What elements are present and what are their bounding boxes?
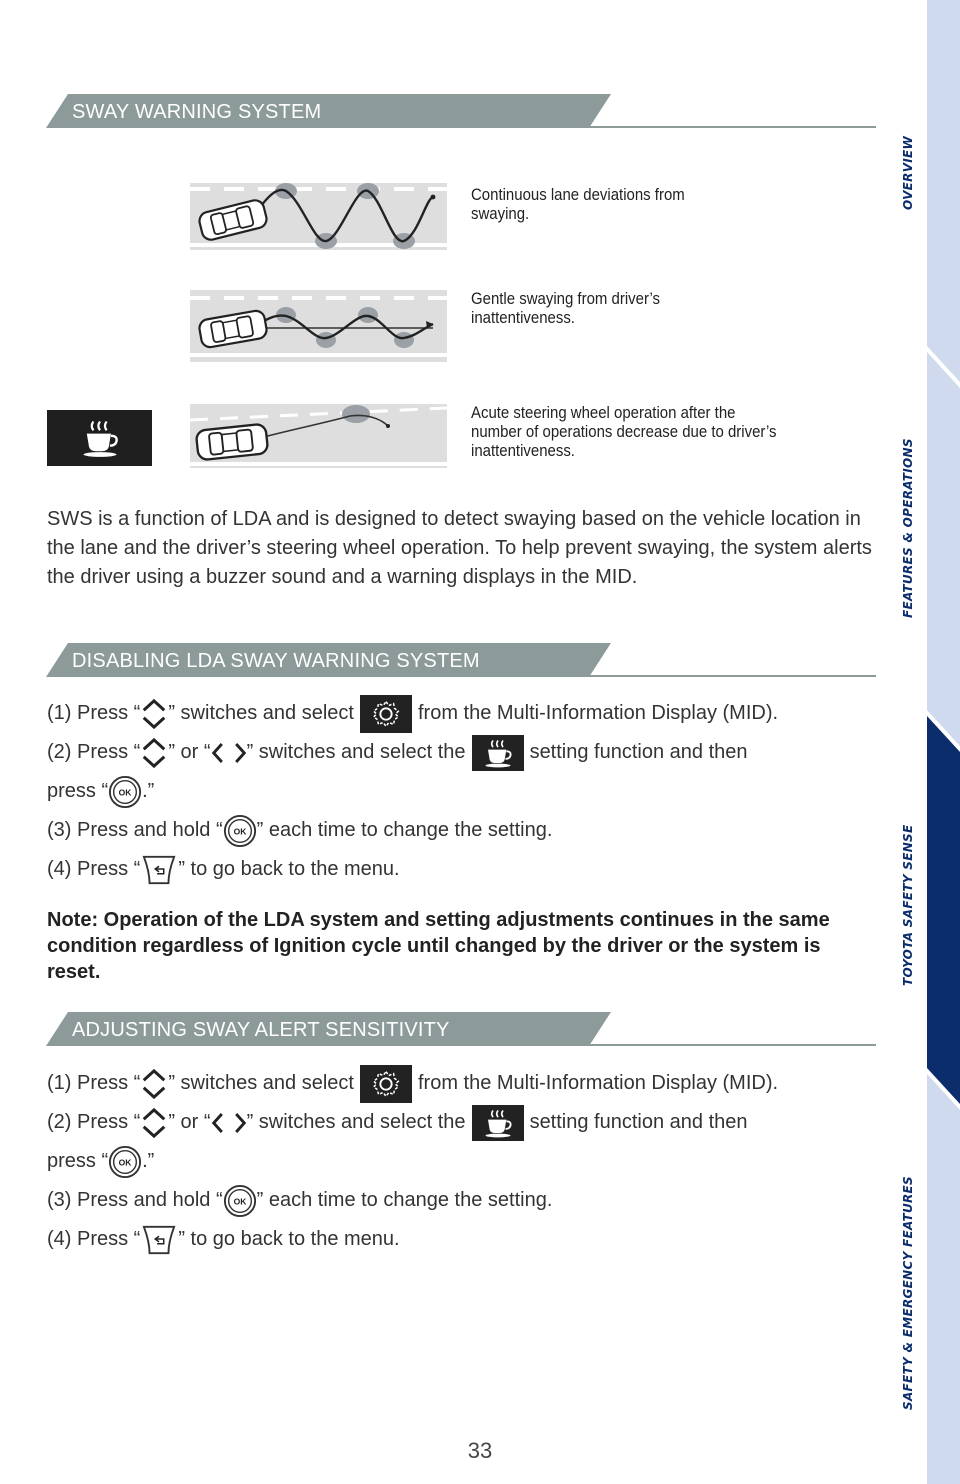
up-down-arrows-icon	[140, 1067, 168, 1101]
back-button-icon	[140, 1223, 178, 1257]
step-text: (1) Press “	[47, 702, 141, 724]
lane-diagram-1	[190, 183, 447, 250]
lane-diagram-3	[190, 404, 447, 468]
ok-button-icon	[108, 775, 142, 809]
step-text: ” switches and select	[168, 1072, 354, 1094]
step-4	[47, 1220, 778, 1259]
section-header-disabling	[46, 643, 876, 677]
tab-safety-emergency[interactable]: SAFETY & EMERGENCY FEATURES	[901, 1175, 915, 1410]
back-button-icon	[140, 853, 178, 887]
header-rule	[588, 1044, 876, 1046]
page-number: 33	[467, 1438, 493, 1463]
tab-bg-overview	[927, 0, 960, 382]
step-4	[47, 850, 778, 889]
diagram-acute-steering	[190, 404, 447, 468]
section-title: ADJUSTING SWAY ALERT SENSITIVITY	[72, 1019, 450, 1041]
ok-button-icon	[223, 1184, 257, 1218]
step-text: .”	[142, 1150, 155, 1172]
section-title: SWAY WARNING SYSTEM	[72, 101, 322, 123]
step-2	[47, 733, 778, 772]
step-2-cont	[47, 1142, 778, 1181]
step-text: ” switches and select the	[246, 741, 466, 763]
tab-bg-emergency	[927, 1074, 960, 1484]
disabling-steps	[47, 694, 778, 889]
step-text: ” or “	[168, 741, 211, 763]
ok-button-icon	[108, 1145, 142, 1179]
header-rule	[588, 126, 876, 128]
diagram-caption-3: Acute steering wheel operation after the number of operations decrease due to driver’s inattentiveness.	[471, 403, 777, 460]
tab-toyota-safety-sense[interactable]: TOYOTA SAFETY SENSE	[901, 824, 915, 986]
up-down-arrows-icon	[140, 1106, 168, 1140]
step-text: press “	[47, 780, 109, 802]
coffee-cup-icon	[472, 735, 524, 771]
step-3	[47, 1181, 778, 1220]
section-title: DISABLING LDA SWAY WARNING SYSTEM	[72, 650, 480, 672]
step-text: (2) Press “	[47, 1111, 141, 1133]
header-rule	[588, 675, 876, 677]
step-text: ” or “	[168, 1111, 211, 1133]
tab-bg-safety-sense	[927, 716, 960, 1104]
step-2	[47, 1103, 778, 1142]
sidebar-tab-shapes	[927, 0, 960, 1484]
step-1	[47, 1064, 778, 1103]
step-text: (1) Press “	[47, 1072, 141, 1094]
intro-paragraph: SWS is a function of LDA and is designed to detect swaying based on the vehicle location in the lane and the driver’s steering wheel operation. To help prevent swaying, the system alerts the driver using a buzzer sound and a warning displays in the MID.	[47, 508, 872, 588]
step-text: ” each time to change the setting.	[256, 1189, 553, 1211]
step-1	[47, 694, 778, 733]
lane-diagram-2	[190, 290, 447, 362]
coffee-cup-icon	[78, 418, 122, 458]
step-text: ” switches and select the	[246, 1111, 466, 1133]
tab-overview[interactable]: OVERVIEW	[901, 135, 915, 210]
step-text: .”	[142, 780, 155, 802]
adjusting-steps	[47, 1064, 778, 1259]
coffee-cup-icon	[472, 1105, 524, 1141]
step-text: ” to go back to the menu.	[178, 1228, 400, 1250]
left-right-arrows-icon	[211, 742, 247, 764]
ok-button-icon	[223, 814, 257, 848]
step-text: press “	[47, 1150, 109, 1172]
note-paragraph: Note: Operation of the LDA system and setting adjustments continues in the same condition regardless of Ignition cycle until changed by the driver or the system is reset.	[47, 909, 830, 983]
step-text: from the Multi-Information Display (MID).	[417, 702, 779, 724]
diagram-gentle-swaying	[190, 290, 447, 362]
tab-bg-features	[927, 352, 960, 746]
settings-gear-icon	[360, 695, 412, 733]
settings-gear-icon	[360, 1065, 412, 1103]
sway-warning-display-icon	[47, 410, 152, 466]
section-tabs-sidebar	[927, 0, 960, 1484]
tab-features-operations[interactable]: FEATURES & OPERATIONS	[901, 438, 915, 618]
up-down-arrows-icon	[140, 736, 168, 770]
section-header-adjusting	[46, 1012, 876, 1046]
section-header-sway	[46, 94, 876, 128]
step-text: ” switches and select	[168, 702, 354, 724]
step-2-cont	[47, 772, 778, 811]
step-text: from the Multi-Information Display (MID).	[417, 1072, 779, 1094]
step-text: (3) Press and hold “	[47, 819, 223, 841]
step-text: ” each time to change the setting.	[256, 819, 553, 841]
diagram-caption-1: Continuous lane deviations from swaying.	[471, 185, 685, 223]
step-text: setting function and then	[529, 741, 748, 763]
step-text: (4) Press “	[47, 858, 141, 880]
up-down-arrows-icon	[140, 697, 168, 731]
left-right-arrows-icon	[211, 1112, 247, 1134]
step-text: ” to go back to the menu.	[178, 858, 400, 880]
step-text: (4) Press “	[47, 1228, 141, 1250]
diagram-continuous-deviation	[190, 183, 447, 250]
step-text: (3) Press and hold “	[47, 1189, 223, 1211]
diagram-caption-2: Gentle swaying from driver’s inattentiveness.	[471, 289, 661, 327]
step-3	[47, 811, 778, 850]
step-text: (2) Press “	[47, 741, 141, 763]
step-text: setting function and then	[529, 1111, 748, 1133]
